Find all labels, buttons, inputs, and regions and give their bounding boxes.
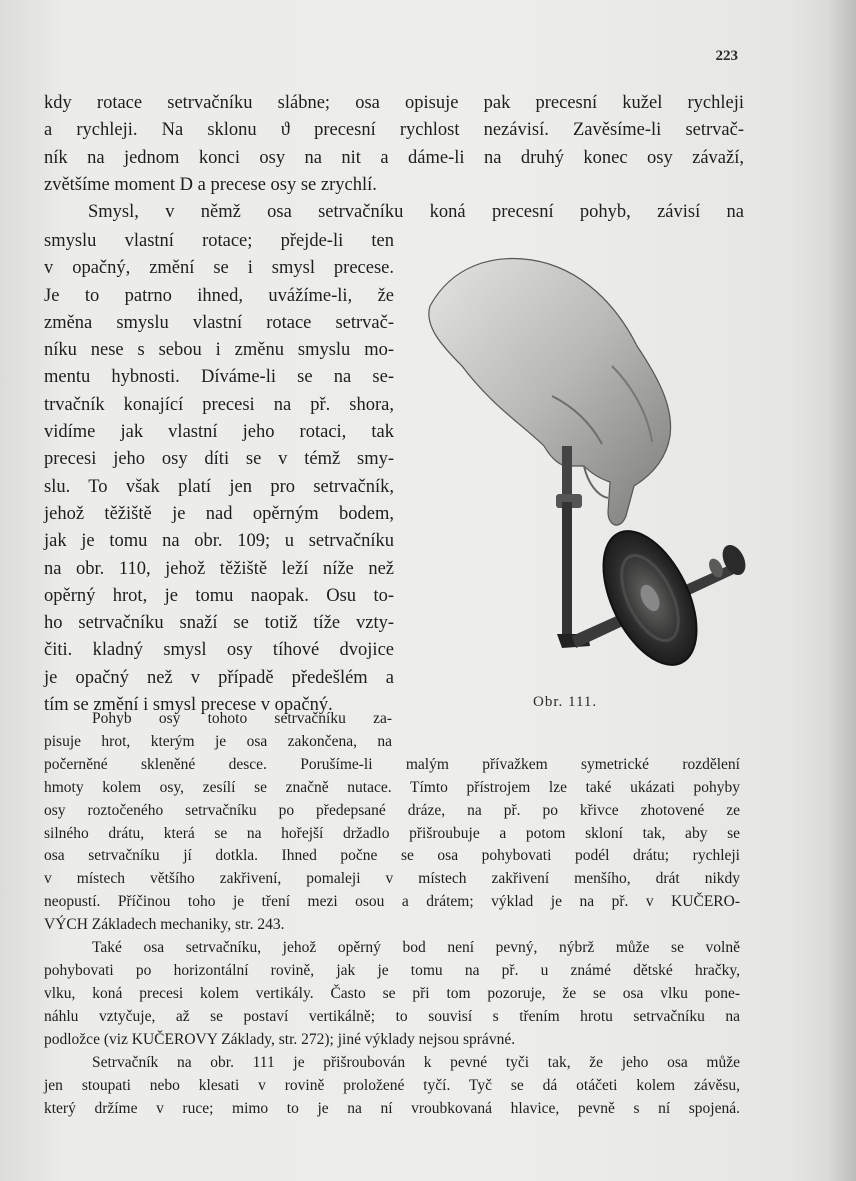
text-line: je opačný než v případě předešlém a (44, 667, 394, 688)
page-number: 223 (715, 48, 738, 64)
text-line: náhlu vztyčuje, až se postaví vertikálně; to souvisí s třením hrotu setrvačníku na (44, 1007, 740, 1025)
text-line: čiti. kladný smysl osy tíhové dvojice (44, 640, 394, 661)
text-line: v místech většího zakřivení, pomaleji v místech zakřivení menšího, drát nikdy (44, 870, 740, 888)
text-line: podložce (viz KUČEROVY Základy, str. 272); jiné výklady nejsou správné. (44, 1030, 516, 1048)
text-line: tím se změní i smysl precese v opačný. (44, 695, 333, 716)
text-line: a rychleji. Na sklonu ϑ precesní rychlost nezávisí. Zavěsíme-li setrvač- (44, 120, 744, 141)
text-line: pisuje hrot, kterým je osa zakončena, na (44, 732, 392, 750)
text-line: kdy rotace setrvačníku slábne; osa opisuje pak precesní kužel rychleji (44, 93, 744, 113)
text-line: Setrvačník na obr. 111 je přišroubován k pevné tyči tak, že jeho osa může (92, 1054, 740, 1071)
text-line: hmoty kolem osy, zesílí se značně nutace. Tímto přístrojem lze také ukázati pohyby (44, 778, 740, 796)
text-line: vidíme jak vlastní jeho rotaci, tak (44, 422, 394, 443)
text-line: níku nese s sebou i změnu smyslu mo- (44, 340, 394, 361)
text-line: smyslu vlastní rotace; přejde-li ten (44, 231, 394, 251)
text-line: jen stoupati nebo klesati v rovině proložené tyčí. Tyč se dá otáčeti kolem závěsu, (44, 1076, 740, 1094)
text-line: ho setrvačníku snaží se totiž tíže vzty- (44, 613, 394, 634)
wrapped-paragraph (44, 228, 394, 719)
small-paragraph-1 (44, 708, 740, 937)
text-line: mentu hybnosti. Díváme-li se na se- (44, 367, 394, 388)
small-paragraph-3 (44, 1052, 740, 1121)
text-line: který držíme v ruce; mimo to je na ní vroubkovaná hlavice, pevně s ní spojená. (44, 1099, 740, 1117)
text-line: jehož těžiště je nad opěrným bodem, (44, 503, 394, 524)
text-line: Také osa setrvačníku, jehož opěrný bod není pevný, nýbrž může se volně (92, 939, 740, 956)
text-line: slu. To však platí jen pro setrvačník, (44, 476, 394, 497)
text-line: na obr. 110, jehož těžiště leží níže než (44, 558, 394, 579)
text-line: silného drátu, která se na hořejší držadlo přišroubuje a potom skloní tak, aby se (44, 824, 740, 842)
text-line: počerněné skleněné desce. Porušíme-li malým přívažkem symetrické rozdělení (44, 755, 740, 773)
text-line: opěrný hrot, je tomu naopak. Osu to- (44, 585, 394, 606)
text-line: ník na jednom konci osy na nit a dáme-li na druhý konec osy závaží, (44, 147, 744, 168)
small-paragraph-2 (44, 937, 740, 1052)
text-line: precesi jeho osy díti se v témž smy- (44, 449, 394, 470)
top-paragraph (44, 90, 744, 226)
text-line: osa setrvačníku jí dotkla. Ihned počne se osa pohybovati podél drátu; rychleji (44, 847, 740, 865)
text-line: zvětšíme moment D a precese osy se zrychlí. (44, 174, 377, 195)
text-line: v opačný, změní se i smysl precese. (44, 258, 394, 279)
text-line: vlku, koná precesi kolem vertikály. Často se při tom pozoruje, že se osa vlku pone- (44, 984, 740, 1002)
figure-caption: Obr. 111. (533, 694, 598, 710)
text-line: Smysl, v němž osa setrvačníku koná precesní pohyb, závisí na (88, 202, 744, 223)
text-line: neopustí. Příčinou toho je tření mezi osou a drátem; výklad je na př. v KUČERO- (44, 893, 740, 911)
gyroscope-figure (412, 246, 762, 686)
text-line: jak je tomu na obr. 109; u setrvačníku (44, 531, 394, 552)
text-line: změna smyslu vlastní rotace setrvač- (44, 312, 394, 333)
text-line: trvačník konající precesi na př. shora, (44, 394, 394, 415)
page-edge-shadow (830, 0, 856, 1181)
text-line: pohybovati po horizontální rovině, jak je tomu na př. u známé dětské hračky, (44, 961, 740, 979)
text-line: Je to patrno ihned, uvážíme-li, že (44, 285, 394, 306)
text-line: osy roztočeného setrvačníku po předepsané dráze, na př. po křivce zhotovené ze (44, 801, 740, 819)
text-line: Pohyb osy tohoto setrvačníku za- (92, 710, 392, 727)
text-line: VÝCH Základech mechaniky, str. 243. (44, 916, 285, 934)
